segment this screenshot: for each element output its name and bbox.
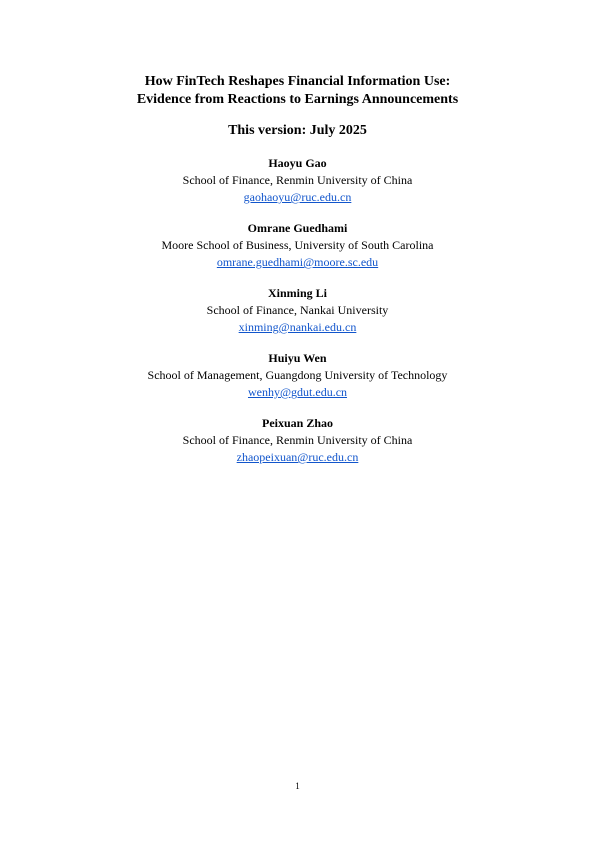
author-email-link[interactable]: wenhy@gdut.edu.cn	[247, 385, 348, 399]
author-affiliation: School of Finance, Renmin University of China	[182, 433, 413, 447]
author-email-link[interactable]: zhaopeixuan@ruc.edu.cn	[236, 450, 359, 464]
author-block	[0, 350, 595, 401]
author-name: Haoyu Gao	[268, 156, 327, 170]
author-affiliation: Moore School of Business, University of South Carolina	[161, 238, 434, 252]
version-date: This version: July 2025	[228, 123, 367, 138]
paper-title-line-2: Evidence from Reactions to Earnings Announcements	[136, 92, 459, 107]
author-block	[0, 220, 595, 271]
author-email-link[interactable]: xinming@nankai.edu.cn	[238, 320, 357, 334]
author-block	[0, 415, 595, 466]
paper-title-line-1: How FinTech Reshapes Financial Information Use:	[144, 74, 451, 89]
author-affiliation: School of Finance, Nankai University	[206, 303, 389, 317]
author-name: Peixuan Zhao	[261, 416, 333, 430]
author-name: Xinming Li	[267, 286, 327, 300]
author-affiliation: School of Management, Guangdong University of Technology	[147, 368, 448, 382]
author-name: Huiyu Wen	[268, 351, 327, 365]
author-block	[0, 155, 595, 206]
page-number: 1	[295, 781, 300, 791]
author-email-link[interactable]: omrane.guedhami@moore.sc.edu	[216, 255, 379, 269]
author-affiliation: School of Finance, Renmin University of China	[182, 173, 413, 187]
author-email-link[interactable]: gaohaoyu@ruc.edu.cn	[243, 190, 352, 204]
author-block	[0, 285, 595, 336]
author-name: Omrane Guedhami	[247, 221, 348, 235]
